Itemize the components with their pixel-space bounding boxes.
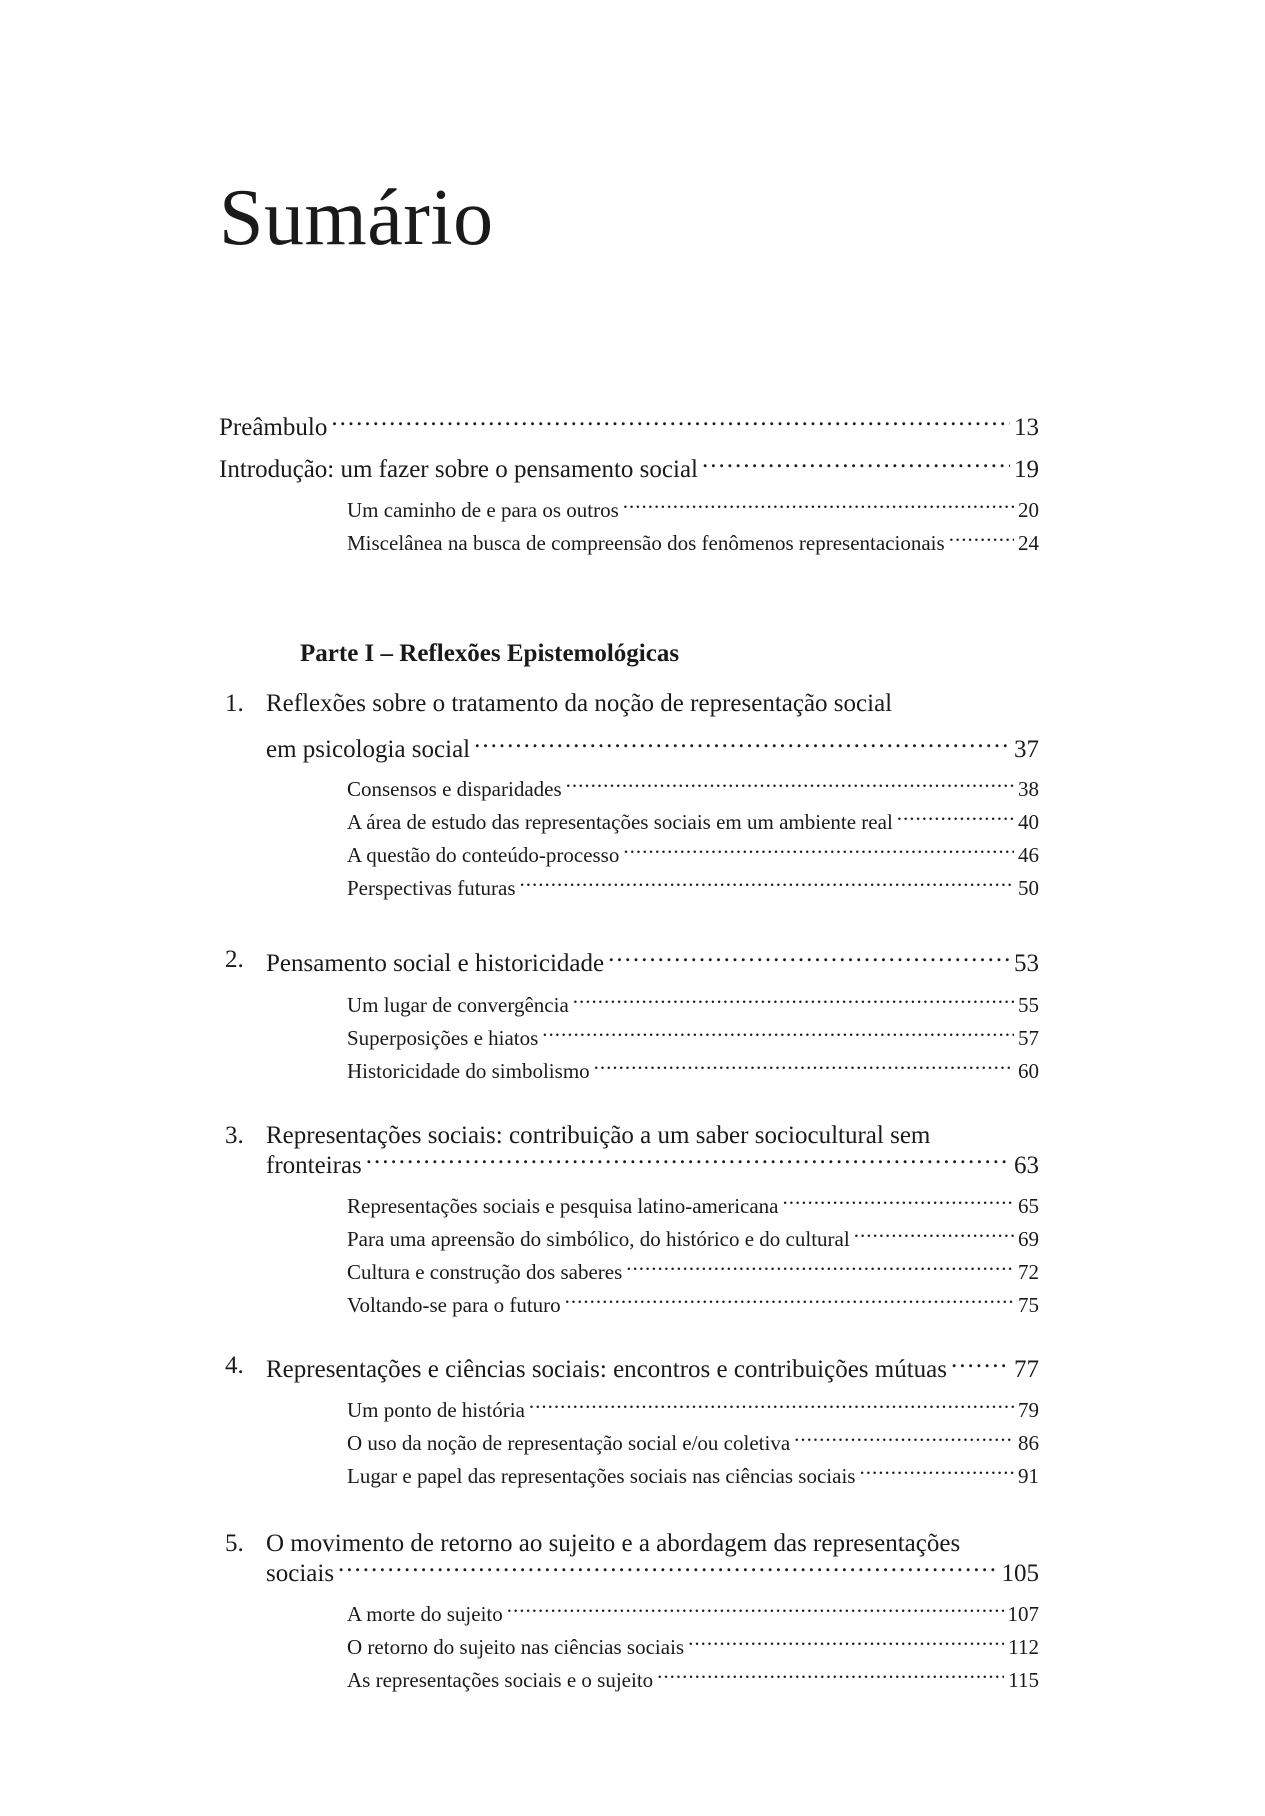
toc-subentry[interactable] [347, 1462, 1039, 1489]
toc-entry-label: Um caminho de e para os outros [347, 498, 619, 522]
toc-entry-label: As representações sociais e o sujeito [347, 1668, 654, 1692]
toc-entry-label: A área de estudo das representações sociais em um ambiente real [347, 810, 893, 834]
toc-entry-label: Superposições e hiatos [347, 1026, 539, 1050]
toc-entry-label: Historicidade do simbolismo [347, 1059, 590, 1083]
toc-entry-label: Um ponto de história [347, 1398, 525, 1422]
dot-leader [565, 1291, 1014, 1312]
toc-page-number: 63 [1014, 1152, 1039, 1179]
toc-entry-label: Consensos e disparidades [347, 777, 562, 801]
toc-entry-label: A morte do sujeito [347, 1602, 503, 1626]
toc-subentry[interactable] [347, 1633, 1039, 1660]
toc-page-number: 60 [1018, 1059, 1039, 1083]
dot-leader [338, 1556, 997, 1581]
chapter-title: Reflexões sobre o tratamento da noção de representação social [266, 690, 893, 717]
toc-page-number: 75 [1018, 1293, 1039, 1317]
toc-subentry[interactable] [347, 1429, 1039, 1456]
dot-leader [366, 1148, 1010, 1173]
toc-page-number: 55 [1018, 993, 1039, 1017]
toc-subentry[interactable] [347, 1057, 1039, 1084]
dot-leader [566, 775, 1014, 796]
chapter-title-continued: fronteiras [266, 1152, 362, 1179]
toc-entry-label: Lugar e papel das representações sociais nas ciências sociais [347, 1464, 856, 1488]
dot-leader [331, 410, 1010, 435]
toc-page-number: 115 [1008, 1668, 1039, 1692]
toc-subentry[interactable] [347, 1258, 1039, 1285]
chapter-number: 3. [225, 1122, 244, 1149]
chapter-number: 4. [225, 1352, 244, 1379]
dot-leader [897, 808, 1014, 829]
toc-page-number: 91 [1018, 1464, 1039, 1488]
toc-subentry[interactable] [347, 1225, 1039, 1252]
toc-page-number: 46 [1018, 843, 1039, 867]
dot-leader [623, 841, 1014, 862]
toc-entry-label: Representações sociais e pesquisa latino-americana [347, 1194, 779, 1218]
chapter-number: 2. [225, 946, 244, 973]
toc-entry-label: Introdução: um fazer sobre o pensamento social [219, 456, 698, 483]
toc-page-number: 20 [1018, 498, 1039, 522]
toc-subentry[interactable] [347, 1024, 1039, 1051]
dot-leader [529, 1396, 1014, 1417]
chapter-title-continued: sociais [266, 1560, 335, 1587]
dot-leader [474, 732, 1010, 757]
toc-entry-label: Cultura e construção dos saberes [347, 1260, 623, 1284]
toc-page-number: 53 [1014, 950, 1039, 977]
toc-subentry[interactable] [347, 496, 1039, 523]
toc-page-number: 19 [1014, 456, 1039, 483]
toc-page-number: 40 [1018, 810, 1039, 834]
part-title: Parte I – Reflexões Epistemológicas [300, 640, 680, 667]
toc-subentry[interactable] [347, 991, 1039, 1018]
toc-subentry[interactable] [347, 529, 1039, 556]
dot-leader [573, 991, 1014, 1012]
toc-entry-label: Para uma apreensão do simbólico, do histórico e do cultural [347, 1227, 850, 1251]
toc-entry-label: Um lugar de convergência [347, 993, 569, 1017]
dot-leader [951, 1352, 1010, 1377]
chapter-title-continued: em psicologia social [266, 736, 471, 763]
toc-subentry[interactable] [347, 1666, 1039, 1693]
toc-subentry[interactable] [347, 775, 1039, 802]
toc-page-number: 50 [1018, 876, 1039, 900]
dot-leader [854, 1225, 1014, 1246]
toc-page-number: 13 [1014, 414, 1039, 441]
toc-page-number: 65 [1018, 1194, 1039, 1218]
toc-page-number: 24 [1018, 531, 1039, 555]
toc-entry-label: O retorno do sujeito nas ciências sociais [347, 1635, 685, 1659]
chapter-title: O movimento de retorno ao sujeito e a abordagem das representações [266, 1530, 961, 1557]
toc-entry-label: A questão do conteúdo-processo [347, 843, 620, 867]
chapter-title: Representações e ciências sociais: encontros e contribuições mútuas [266, 1356, 948, 1383]
dot-leader [542, 1024, 1014, 1045]
toc-entry-introducao[interactable] [219, 452, 1039, 484]
toc-entry-label: Miscelânea na busca de compreensão dos fenômenos representacionais [347, 531, 945, 555]
toc-page-number: 77 [1014, 1356, 1039, 1383]
toc-subentry[interactable] [347, 1600, 1039, 1627]
toc-page-number: 86 [1018, 1431, 1039, 1455]
toc-page-number: 37 [1014, 736, 1039, 763]
dot-leader [688, 1633, 1004, 1654]
chapter-number: 5. [225, 1530, 244, 1557]
dot-leader [520, 874, 1014, 895]
dot-leader [626, 1258, 1014, 1279]
toc-page-number: 112 [1008, 1635, 1039, 1659]
toc-page-number: 57 [1018, 1026, 1039, 1050]
toc-subentry[interactable] [347, 1291, 1039, 1318]
toc-entry-label: Preâmbulo [219, 414, 328, 441]
chapter-number: 1. [225, 690, 244, 717]
toc-page-number: 69 [1018, 1227, 1039, 1251]
dot-leader [794, 1429, 1014, 1450]
toc-subentry[interactable] [347, 1396, 1039, 1423]
toc-subentry[interactable] [347, 1192, 1039, 1219]
toc-page-number: 72 [1018, 1260, 1039, 1284]
toc-entry-label: Perspectivas futuras [347, 876, 516, 900]
dot-leader [657, 1666, 1004, 1687]
dot-leader [594, 1057, 1014, 1078]
page-title: Sumário [219, 174, 494, 262]
dot-leader [702, 452, 1010, 477]
toc-subentry[interactable] [347, 841, 1039, 868]
dot-leader [623, 496, 1014, 517]
toc-page-number: 107 [1007, 1602, 1039, 1626]
dot-leader [507, 1600, 1004, 1621]
dot-leader [859, 1462, 1014, 1483]
chapter-title: Representações sociais: contribuição a um saber sociocultural sem [266, 1122, 931, 1149]
dot-leader [608, 946, 1010, 971]
toc-page-number: 79 [1018, 1398, 1039, 1422]
dot-leader [949, 529, 1014, 550]
toc-subentry[interactable] [347, 874, 1039, 901]
toc-entry-label: O uso da noção de representação social e/ou coletiva [347, 1431, 791, 1455]
toc-subentry[interactable] [347, 808, 1039, 835]
dot-leader [782, 1192, 1014, 1213]
toc-page-number: 105 [1001, 1560, 1039, 1587]
toc-entry-label: Voltando-se para o futuro [347, 1293, 561, 1317]
toc-page-number: 38 [1018, 777, 1039, 801]
chapter-title: Pensamento social e historicidade [266, 950, 605, 977]
toc-entry-preambulo[interactable] [219, 410, 1039, 442]
